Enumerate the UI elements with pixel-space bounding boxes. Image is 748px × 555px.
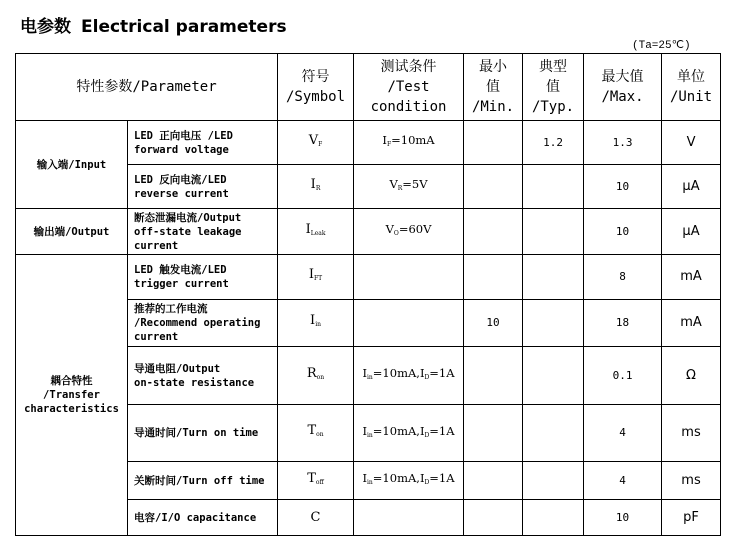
condition-cell: $I_{in}=10mA,I_D=1A$ [354,405,464,462]
unit-cell: Ω [662,347,721,405]
max-cell: 18 [584,300,662,347]
symbol-cell: $T_{off}$ [278,462,354,500]
typ-cell [523,255,584,300]
min-cell [464,347,523,405]
unit-cell: μA [662,209,721,255]
min-cell [464,500,523,536]
min-cell [464,462,523,500]
symbol-cell: $R_{on}$ [278,347,354,405]
symbol-cell: $I_{in}$ [278,300,354,347]
min-cell [464,209,523,255]
symbol-cell: $T_{on}$ [278,405,354,462]
condition-cell: $I_F=10mA$ [354,121,464,165]
electrical-parameters-table [15,53,721,536]
min-cell [464,165,523,209]
symbol-cell: $V_F$ [278,121,354,165]
condition-cell: $I_{in}=10mA,I_D=1A$ [354,462,464,500]
param-cell: LED 触发电流/LED trigger current [128,255,278,300]
header-typ: 典型 值 /Typ. [523,54,584,121]
unit-cell: V [662,121,721,165]
symbol-cell: C [278,500,354,536]
symbol-cell: $I_{Leak}$ [278,209,354,255]
typ-cell [523,500,584,536]
unit-cell: mA [662,300,721,347]
condition-cell [354,255,464,300]
condition-cell: $V_R=5V$ [354,165,464,209]
group-input: 输入端/Input [16,121,128,209]
min-cell [464,121,523,165]
header-test-condition: 测试条件 /Test condition [354,54,464,121]
unit-cell: mA [662,255,721,300]
table-row [16,255,721,300]
ambient-condition-note: (Ta=25℃) [632,40,691,52]
header-parameter: 特性参数/Parameter [16,54,278,121]
header-unit: 单位 /Unit [662,54,721,121]
unit-cell: μA [662,165,721,209]
max-cell: 10 [584,500,662,536]
typ-cell [523,462,584,500]
param-cell: 导通电阻/Output on-state resistance [128,347,278,405]
param-cell: 关断时间/Turn off time [128,462,278,500]
group-transfer: 耦合特性 /Transfer characteristics [16,255,128,536]
typ-cell [523,300,584,347]
group-output: 输出端/Output [16,209,128,255]
page-title-en: Electrical parameters [81,17,287,37]
typ-cell [523,405,584,462]
max-cell: 10 [584,209,662,255]
param-cell: 电容/I/O capacitance [128,500,278,536]
header-row [16,54,721,121]
typ-cell: 1.2 [523,121,584,165]
min-cell: 10 [464,300,523,347]
header-symbol: 符号 /Symbol [278,54,354,121]
page-title-cn: 电参数 [20,17,71,37]
typ-cell [523,347,584,405]
unit-cell: ms [662,405,721,462]
header-min: 最小 值 /Min. [464,54,523,121]
condition-cell [354,500,464,536]
header-max: 最大值 /Max. [584,54,662,121]
typ-cell [523,209,584,255]
unit-cell: pF [662,500,721,536]
max-cell: 10 [584,165,662,209]
max-cell: 8 [584,255,662,300]
min-cell [464,405,523,462]
condition-cell [354,300,464,347]
max-cell: 4 [584,462,662,500]
typ-cell [523,165,584,209]
param-cell: LED 反向电流/LED reverse current [128,165,278,209]
table-row [16,121,721,165]
max-cell: 0.1 [584,347,662,405]
table-row [16,209,721,255]
max-cell: 4 [584,405,662,462]
param-cell: 导通时间/Turn on time [128,405,278,462]
min-cell [464,255,523,300]
condition-cell: $I_{in}=10mA,I_D=1A$ [354,347,464,405]
param-cell: 断态泄漏电流/Output off-state leakage current [128,209,278,255]
param-cell: 推荐的工作电流 /Recommend operating current [128,300,278,347]
page-title [20,12,287,37]
symbol-cell: $I_R$ [278,165,354,209]
max-cell: 1.3 [584,121,662,165]
unit-cell: ms [662,462,721,500]
param-cell: LED 正向电压 /LED forward voltage [128,121,278,165]
symbol-cell: $I_{FT}$ [278,255,354,300]
condition-cell: $V_O=60V$ [354,209,464,255]
